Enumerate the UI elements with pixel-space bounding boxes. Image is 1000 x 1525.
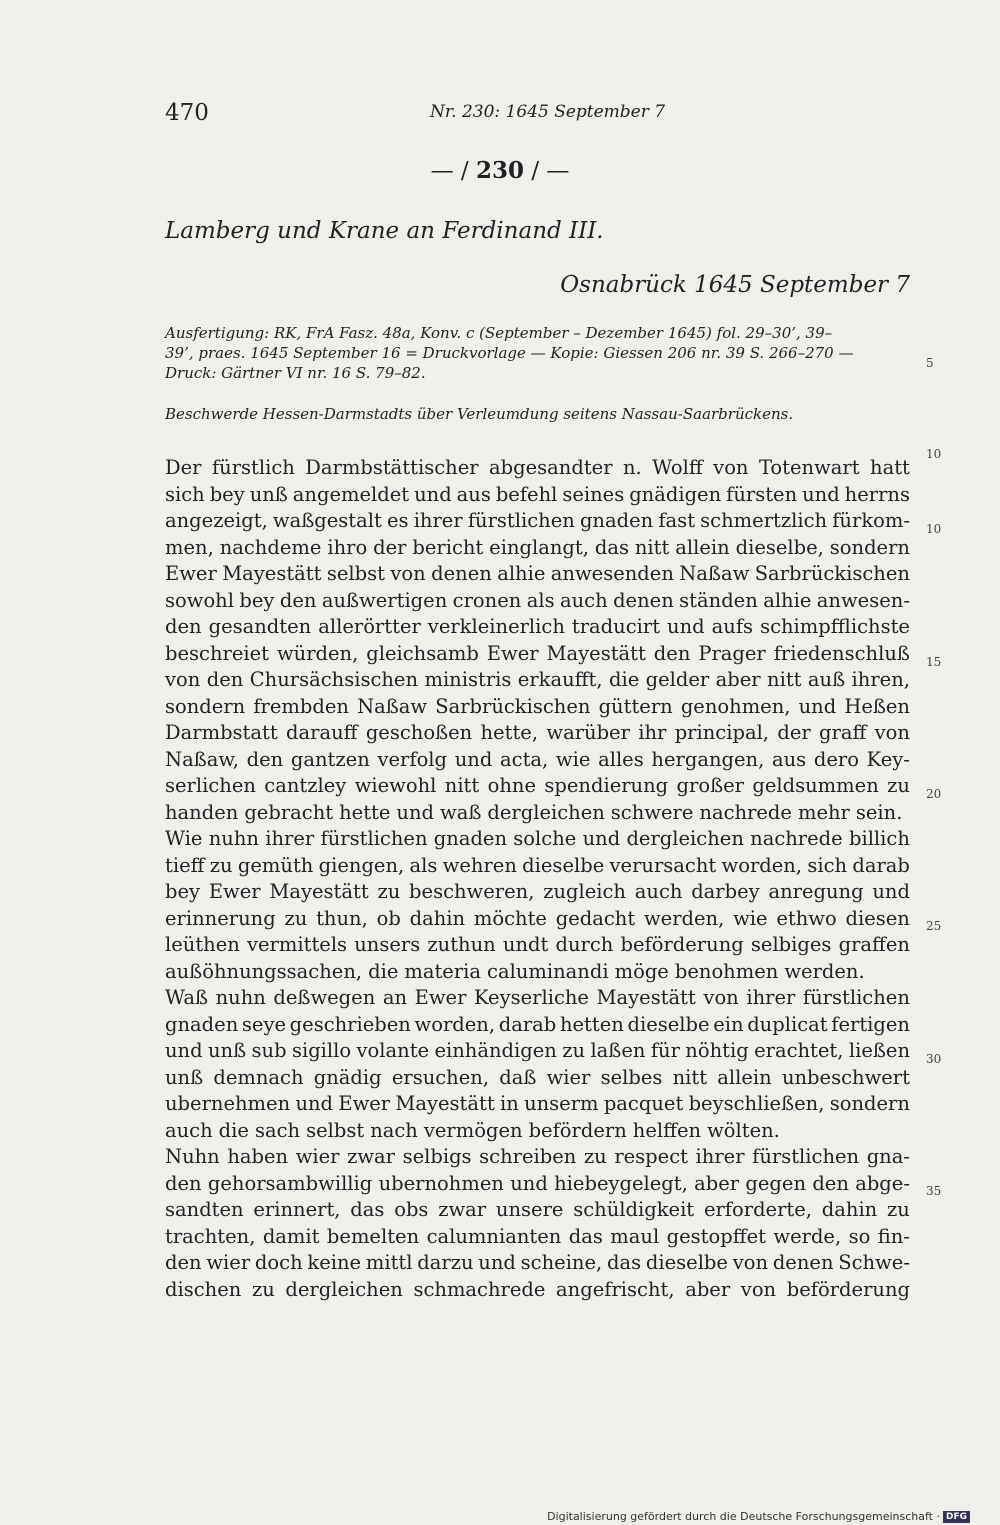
- place-date: Osnabrück 1645 September 7: [560, 272, 910, 298]
- line-number: 20: [926, 787, 942, 801]
- text-line: Nuhn haben wier zwar selbigs schreiben zu respect ihrer fürstlichen gna-: [165, 1145, 910, 1168]
- text-line: den wier doch keine mittl darzu und scheine, das dieselbe von denen Schwe-: [165, 1251, 910, 1274]
- line-number: 15: [926, 655, 942, 669]
- text-line: handen gebracht hette und waß dergleichen schwere nachrede mehr sein.: [165, 800, 903, 824]
- text-line: Darmbstatt darauff geschoßen hette, warüber ihr principal, der graff von: [165, 721, 910, 744]
- text-line: unß demnach gnädig ersuchen, daß wier selbes nitt allein unbeschwert: [165, 1065, 910, 1089]
- apparatus-line: 39’, praes. 1645 September 16 = Druckvorlage — Kopie: Giessen 206 nr. 39 S. 266–270 —: [165, 344, 854, 362]
- summary-line: Beschwerde Hessen-Darmstadts über Verleumdung seitens Nassau-Saarbrückens.: [165, 405, 794, 423]
- text-line: auch die sach selbst nach vermögen befördern helffen wölten.: [165, 1118, 780, 1142]
- text-line: sondern frembden Naßaw Sarbrückischen güttern genohmen, und Heßen: [165, 694, 910, 718]
- text-line: trachten, damit bemelten calumnianten das maul gestopffet werde, so fin-: [165, 1224, 910, 1248]
- doc-number-value: 230: [475, 157, 524, 184]
- line-number: 35: [926, 1184, 942, 1198]
- text-line: Der fürstlich Darmbstättischer abgesandter n. Wolff von Totenwart hatt: [165, 456, 910, 479]
- apparatus-line: Druck: Gärtner VI nr. 16 S. 79–82.: [165, 364, 426, 382]
- text-line: sowohl bey den außwertigen cronen als auch denen ständen alhie anwesen-: [165, 588, 910, 612]
- text-line: Ewer Mayestätt selbst von denen alhie anwesenden Naßaw Sarbrückischen: [165, 562, 910, 585]
- doc-number-prefix: — /: [430, 158, 469, 184]
- text-line: leüthen vermittels unsers zuthun undt durch beförderung selbiges graffen: [165, 933, 910, 956]
- line-number: 25: [926, 919, 942, 933]
- main-text: [165, 455, 910, 1303]
- apparatus-line: Ausfertigung: RK, FrA Fasz. 48a, Konv. c (September – Dezember 1645) fol. 29–30’, 39–: [165, 324, 833, 342]
- text-line: sandten erinnert, das obs zwar unsere schüldigkeit erforderte, dahin zu: [165, 1198, 910, 1221]
- text-line: Waß nuhn deßwegen an Ewer Keyserliche Mayestätt von ihrer fürstlichen: [165, 986, 910, 1009]
- document-title: Lamberg und Krane an Ferdinand III.: [165, 218, 604, 244]
- running-title: Nr. 230: 1645 September 7: [430, 102, 666, 122]
- text-line: dischen zu dergleichen schmachrede angefrischt, aber von beförderung: [165, 1277, 910, 1301]
- text-line: angezeigt, waßgestalt es ihrer fürstlichen gnaden fast schmertzlich fürkom-: [165, 509, 910, 532]
- line-number: 5: [926, 356, 934, 370]
- text-line: außöhnungssachen, die materia caluminandi möge benohmen werden.: [165, 959, 865, 983]
- text-line: bey Ewer Mayestätt zu beschweren, zugleich auch darbey anregung und: [165, 880, 910, 903]
- text-line: Wie nuhn ihrer fürstlichen gnaden solche und dergleichen nachrede billich: [165, 827, 910, 850]
- text-line: gnaden seye geschrieben worden, darab hetten dieselbe ein duplicat fertigen: [165, 1012, 910, 1036]
- text-line: men, nachdeme ihro der bericht einglangt, das nitt allein dieselbe, sondern: [165, 535, 910, 559]
- text-line: und unß sub sigillo volante einhändigen zu laßen für nöhtig erachtet, ließen: [165, 1039, 910, 1062]
- page-number: 470: [165, 100, 209, 126]
- footer: [547, 1510, 970, 1523]
- text-line: erinnerung zu thun, ob dahin möchte gedacht werden, wie ethwo diesen: [165, 906, 910, 930]
- text-line: serlichen cantzley wiewohl nitt ohne spendierung großer geldsummen zu: [165, 774, 910, 797]
- doc-number-suffix: / —: [531, 158, 570, 184]
- dfg-logo: DFG: [943, 1511, 970, 1523]
- text-line: den gehorsambwillig ubernohmen und hiebeygelegt, aber gegen den abge-: [165, 1171, 910, 1195]
- text-line: tieff zu gemüth giengen, als wehren dieselbe verursacht worden, sich darab: [165, 853, 910, 877]
- text-line: Naßaw, den gantzen verfolg und acta, wie alles hergangen, aus dero Key-: [165, 747, 910, 771]
- text-line: von den Chursächsischen ministris erkaufft, die gelder aber nitt auß ihren,: [165, 668, 910, 691]
- footer-text: Digitalisierung gefördert durch die Deutsche Forschungsgemeinschaft ·: [547, 1510, 940, 1523]
- line-number: 30: [926, 1052, 942, 1066]
- text-line: beschreiet würden, gleichsamb Ewer Mayestätt den Prager friedenschluß: [165, 641, 910, 665]
- text-line: sich bey unß angemeldet und aus befehl seines gnädigen fürsten und herrns: [165, 482, 910, 506]
- line-number: 10: [926, 522, 942, 536]
- document-number: [0, 157, 1000, 184]
- text-line: den gesandten allerörtter verkleinerlich traducirt und aufs schimpfflichste: [165, 615, 910, 638]
- critical-apparatus: [165, 323, 913, 383]
- line-number: 10: [926, 447, 942, 461]
- text-line: ubernehmen und Ewer Mayestätt in unserm pacquet beyschließen, sondern: [165, 1092, 910, 1115]
